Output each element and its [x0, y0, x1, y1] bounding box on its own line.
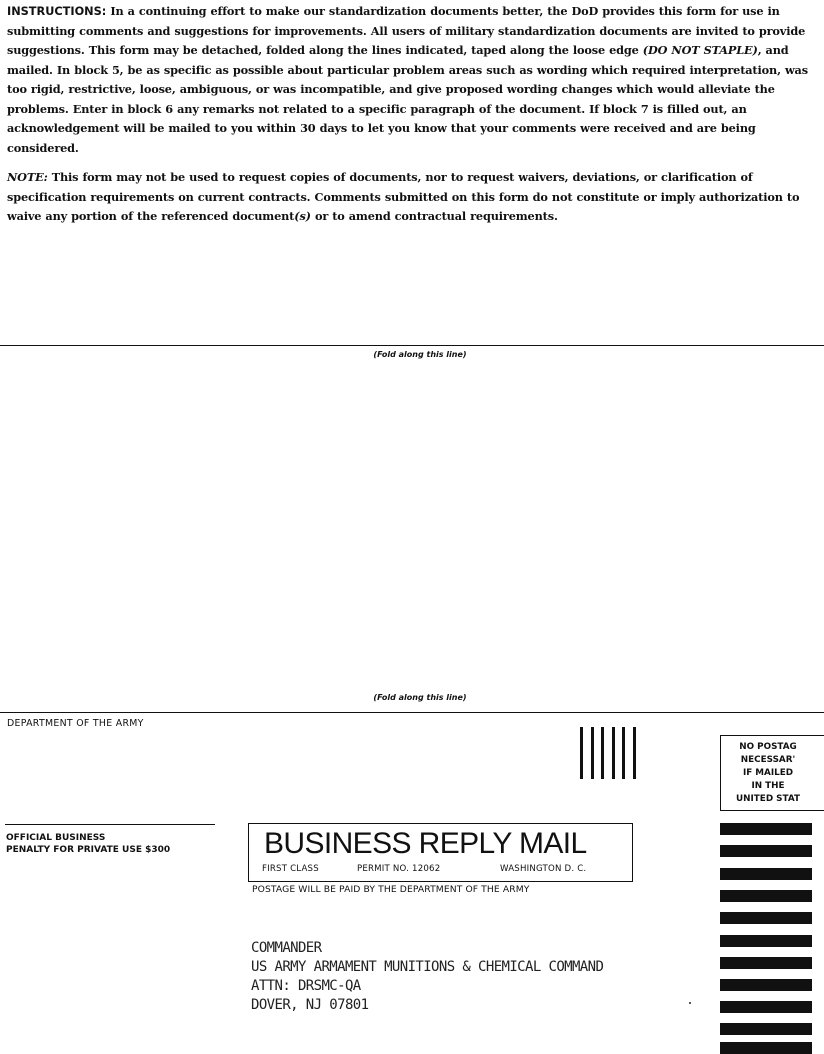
official-business-label: OFFICIAL BUSINESS	[6, 833, 106, 843]
fim-bar	[612, 727, 615, 779]
fim-bar	[601, 727, 604, 779]
no-postage-line: UNITED STAT	[736, 794, 800, 804]
fim-barcode	[580, 727, 644, 779]
business-reply-details	[262, 864, 586, 874]
fim-bar	[633, 727, 636, 779]
instructions-paragraph	[7, 2, 824, 158]
official-business-rule	[5, 824, 215, 825]
fim-bar	[591, 727, 594, 779]
fim-bar	[580, 727, 583, 779]
brm-permit: PERMIT NO. 12062	[357, 864, 441, 874]
stripe	[720, 912, 812, 924]
instructions-text-2: , and mailed. In block 5, be as specific as possible about particular problem areas such as wording which required interpretation, was too rigid, restrictive, loose, ambiguous, or was incompatible, and give proposed wording changes which would alleviate the problems. Enter in block 6 any remarks not related to a specific paragraph of the document. If block 7 is filled out, an acknowledgement will be mailed to you within 30 days to let you know that your comments were received and are being considered.	[7, 43, 808, 155]
note-paragraph	[7, 168, 824, 227]
stripe	[720, 845, 812, 857]
brm-class: FIRST CLASS	[262, 864, 319, 874]
address-line: ATTN: DRSMC-QA	[251, 978, 361, 994]
note-text-1: This form may not be used to request copies of documents, nor to request waivers, deviations, or clarification of specification requirements on current contracts. Comments submitted on this form do not constitute or imply authorization to waive any portion of the referenced document	[7, 170, 800, 223]
recipient-address	[251, 939, 603, 1015]
postage-paid-line: POSTAGE WILL BE PAID BY THE DEPARTMENT OF THE ARMY	[252, 884, 530, 895]
address-line: DOVER, NJ 07801	[251, 997, 369, 1013]
note-emphasis: (s)	[294, 209, 311, 223]
do-not-staple-text: (DO NOT STAPLE)	[642, 43, 758, 57]
note-lead: NOTE:	[7, 170, 48, 184]
penalty-label: PENALTY FOR PRIVATE USE $300	[6, 845, 171, 855]
fold-label-bottom: (Fold along this line)	[373, 693, 467, 702]
no-postage-line: IN THE	[751, 781, 785, 791]
note-text-2: or to amend contractual requirements.	[310, 209, 558, 223]
stripe	[720, 1023, 812, 1035]
instructions-block	[7, 2, 824, 227]
official-business-block	[6, 832, 170, 856]
stripe	[720, 823, 812, 835]
stripe	[720, 1001, 812, 1013]
address-line: COMMANDER	[251, 940, 322, 956]
no-postage-box	[720, 735, 824, 811]
fold-line-bottom	[0, 712, 824, 713]
stripe	[720, 1042, 812, 1054]
fold-line-top	[0, 345, 824, 346]
fold-label-top: (Fold along this line)	[373, 350, 467, 359]
stripe	[720, 957, 812, 969]
instructions-text-1: In a continuing effort to make our standardization documents better, the DoD provides this form for use in submitting comments and suggestions for improvements. All users of military standardization documents are invited to provide suggestions. This form may be detached, folded along the lines indicated, taped along the loose edge	[7, 4, 806, 57]
address-line: US ARMY ARMAMENT MUNITIONS & CHEMICAL COMMAND	[251, 959, 604, 975]
brm-city: WASHINGTON D. C.	[500, 864, 587, 874]
instructions-lead: INSTRUCTIONS:	[7, 5, 107, 18]
fim-bar	[622, 727, 625, 779]
stripe	[720, 935, 812, 947]
stripe	[720, 979, 812, 991]
sender-department: DEPARTMENT OF THE ARMY	[7, 718, 144, 729]
stray-mark	[689, 1002, 691, 1004]
no-postage-line: IF MAILED	[742, 768, 794, 778]
reply-mail-stripes	[720, 823, 824, 1052]
no-postage-line: NO POSTAG	[739, 742, 797, 752]
stripe	[720, 890, 812, 902]
stripe	[720, 868, 812, 880]
no-postage-line: NECESSAR'	[740, 755, 796, 765]
business-reply-title: BUSINESS REPLY MAIL	[264, 827, 587, 860]
